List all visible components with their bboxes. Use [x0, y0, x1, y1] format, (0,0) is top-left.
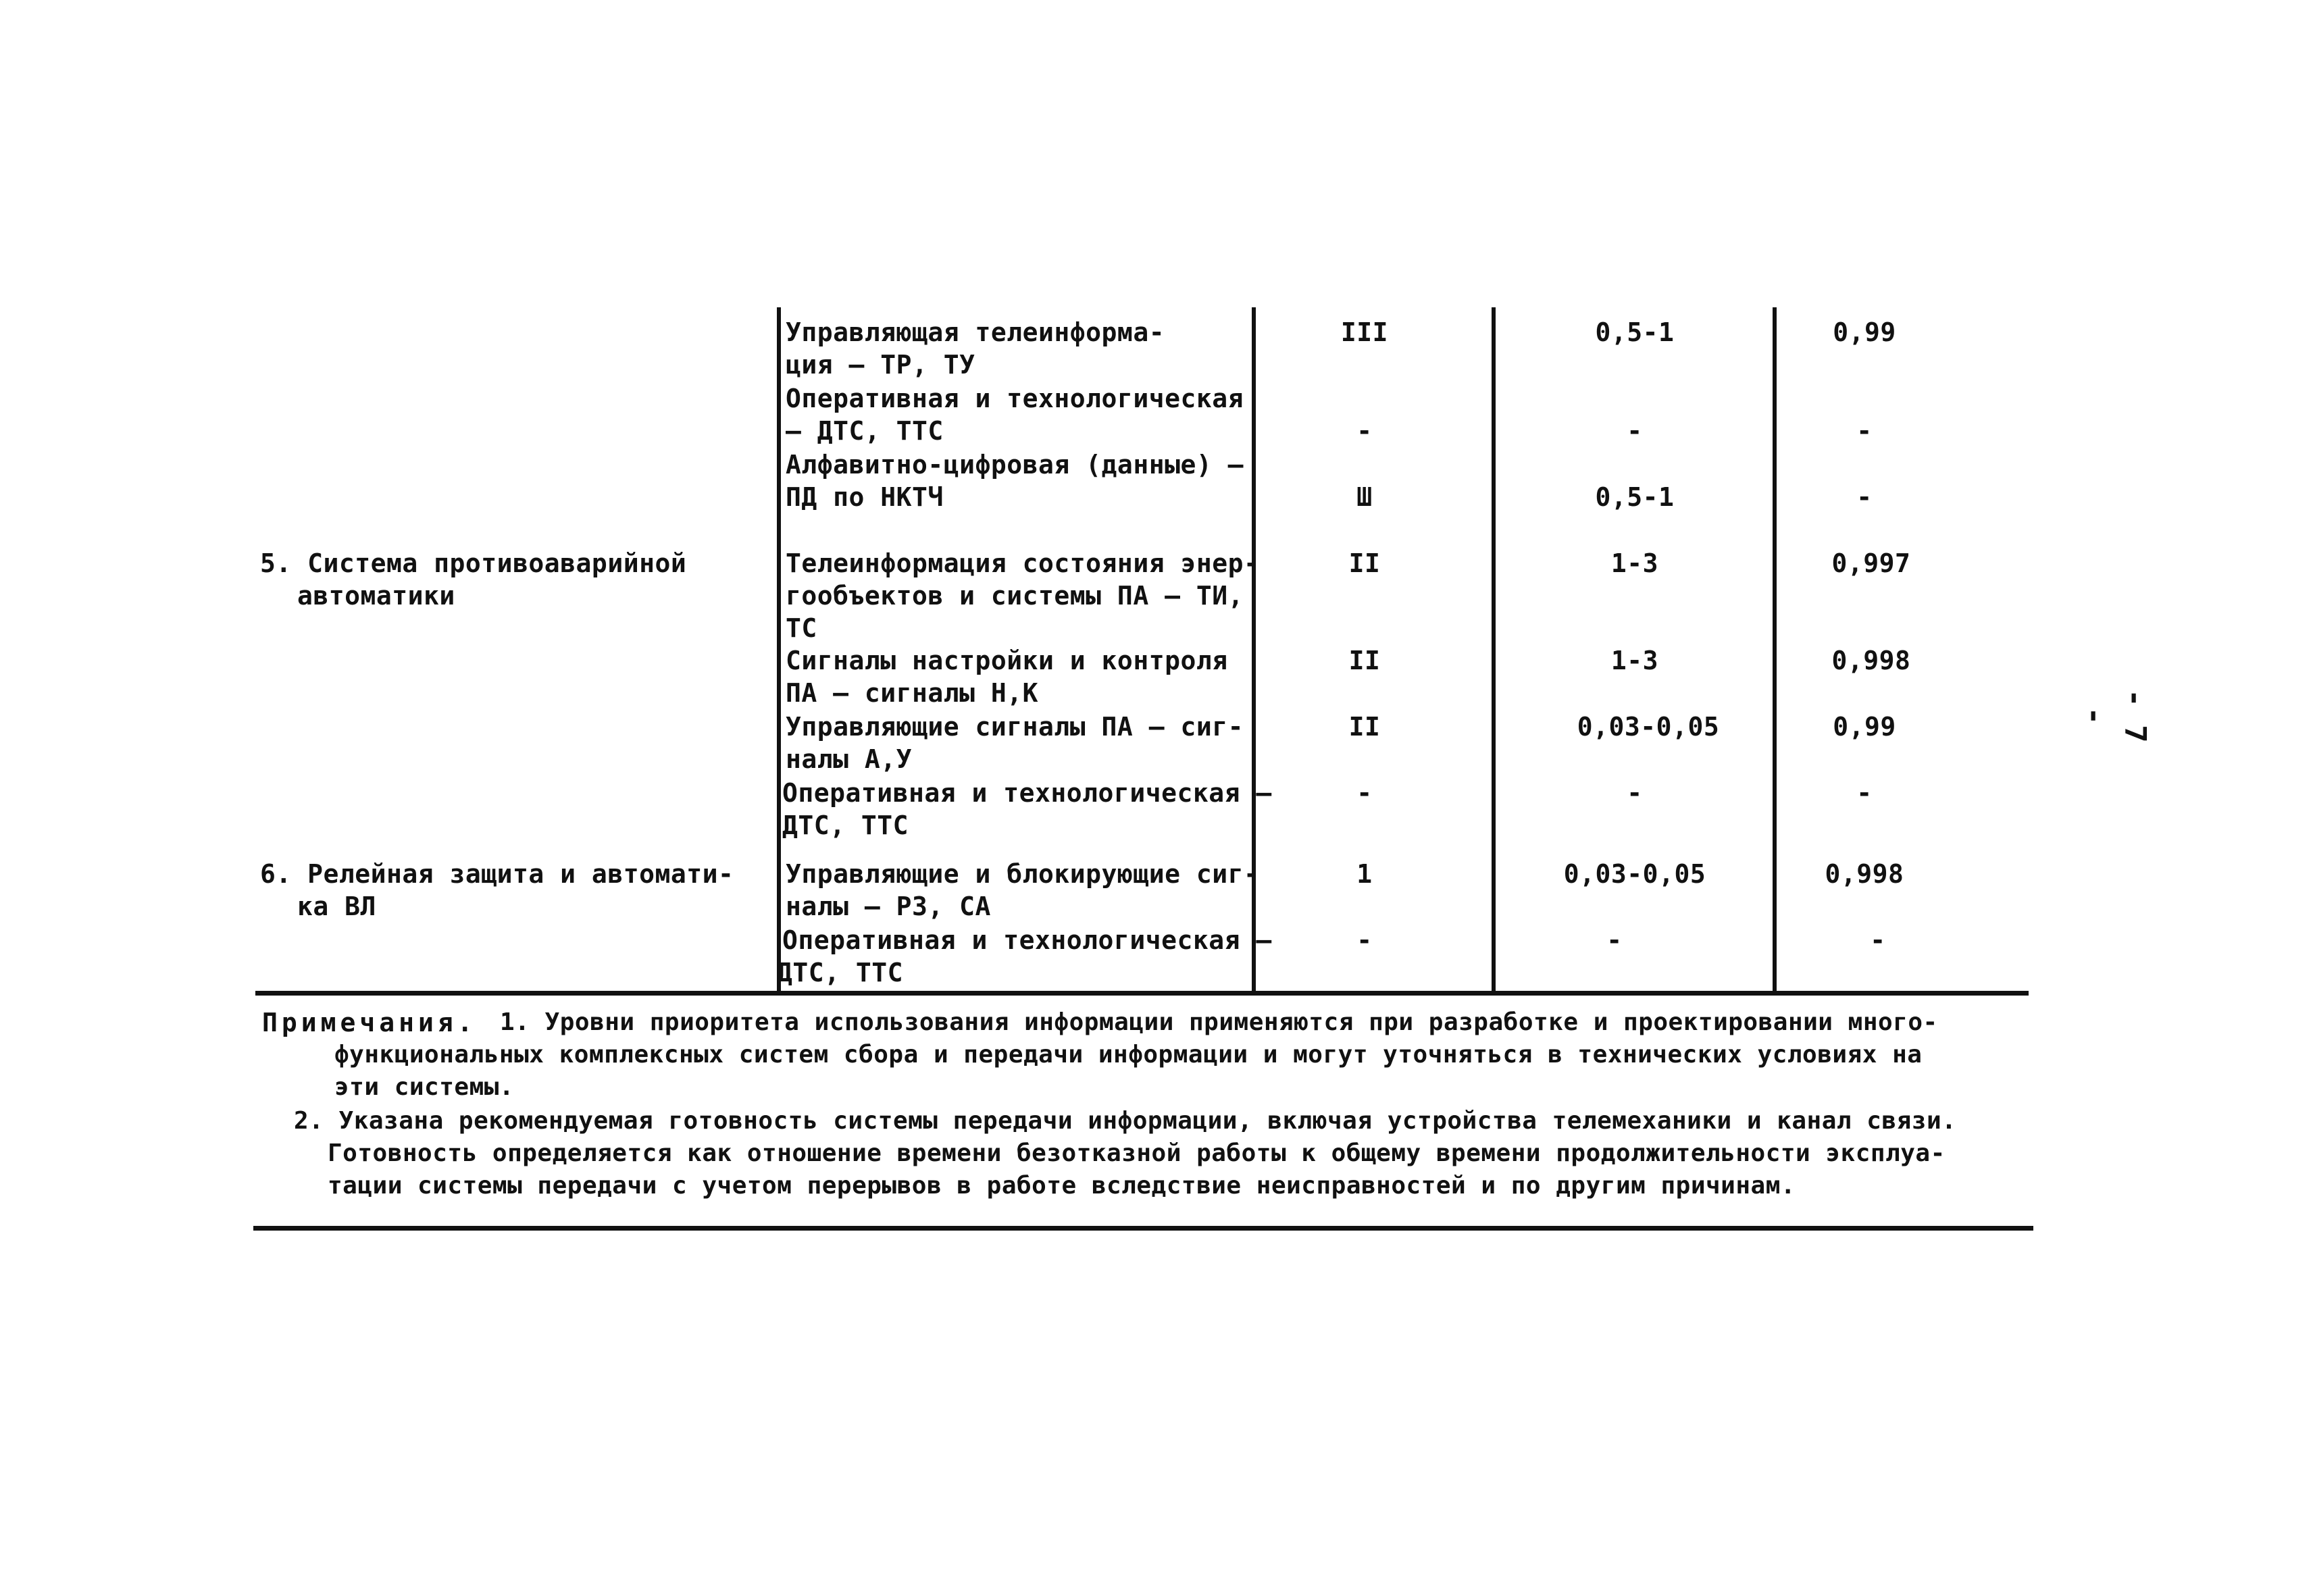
priority-cell: -	[1356, 416, 1373, 446]
table-rule-time-left	[1492, 307, 1496, 995]
system-cell: 5. Система противоаварийной	[260, 548, 687, 578]
page-number: - 7 -	[2077, 689, 2152, 743]
time-cell: 1-3	[1610, 646, 1659, 675]
info-cell: Сигналы настройки и контроля	[786, 646, 1228, 675]
info-cell: Управляющие и блокирующие сиг-	[786, 859, 1260, 889]
info-cell: Оперативная и технологическая	[786, 384, 1244, 413]
priority-cell: II	[1348, 646, 1381, 675]
time-cell: 0,03-0,05	[1577, 712, 1720, 742]
table-bottom-rule	[255, 991, 2029, 996]
priority-cell: 1	[1356, 859, 1373, 889]
time-cell: -	[1627, 778, 1643, 808]
system-cell: автоматики	[297, 581, 455, 611]
time-cell: 0,5-1	[1595, 482, 1675, 512]
info-cell: ПД по НКТЧ	[786, 482, 944, 512]
priority-cell: -	[1356, 925, 1373, 955]
readiness-cell: -	[1870, 925, 1886, 955]
priority-cell: Ш	[1356, 482, 1373, 512]
priority-cell: III	[1340, 317, 1389, 347]
note-1-line: 1. Уровни приоритета использования информации применяются при разработке и проектировании много-	[500, 1008, 1938, 1036]
info-cell: ция — ТР, ТУ	[786, 350, 975, 380]
table-rule-readiness-left	[1773, 307, 1777, 995]
info-cell: Оперативная и технологическая —	[782, 925, 1272, 955]
note-2-line: 2. Указана рекомендуемая готовность системы передачи информации, включая устройства телемеханики и канал связи.	[294, 1107, 1957, 1135]
info-cell: Оперативная и технологическая —	[782, 778, 1272, 808]
info-cell: ПА — сигналы Н,К	[786, 678, 1039, 708]
priority-cell: -	[1356, 778, 1373, 808]
info-cell: Управляющие сигналы ПА — сиг-	[786, 712, 1244, 742]
priority-cell: II	[1348, 712, 1381, 742]
note-1-line: эти системы.	[334, 1073, 515, 1101]
info-cell: гообъектов и системы ПА — ТИ,	[786, 581, 1244, 611]
time-cell: -	[1627, 416, 1643, 446]
table-rule-info-left	[777, 307, 781, 995]
notes-heading: Примечания.	[262, 1008, 477, 1037]
note-1-line: функциональных комплексных систем сбора и передачи информации и могут уточняться в технических условиях на	[334, 1041, 1923, 1069]
notes-bottom-rule	[253, 1226, 2033, 1231]
readiness-cell: 0,998	[1831, 646, 1911, 675]
info-cell: ТС	[786, 613, 817, 643]
info-cell: ДТС, ТТС	[782, 810, 909, 840]
time-cell: 1-3	[1610, 548, 1659, 578]
info-cell: Алфавитно-цифровая (данные) —	[786, 450, 1244, 480]
note-2-line: Готовность определяется как отношение времени безотказной работы к общему времени продолжительности эксплуа-	[328, 1139, 1946, 1167]
readiness-cell: -	[1856, 416, 1873, 446]
readiness-cell: 0,99	[1833, 712, 1896, 742]
readiness-cell: -	[1856, 482, 1873, 512]
time-cell: 0,5-1	[1595, 317, 1675, 347]
note-2-line: тации системы передачи с учетом перерывов в работе вследствие неисправностей и по другим причинам.	[328, 1172, 1796, 1200]
system-cell: ка ВЛ	[297, 892, 376, 921]
info-cell: налы А,У	[786, 744, 913, 774]
priority-cell: II	[1348, 548, 1381, 578]
info-cell: ДТС, ТТС	[777, 958, 904, 987]
time-cell: 0,03-0,05	[1563, 859, 1706, 889]
readiness-cell: 0,998	[1825, 859, 1904, 889]
table-rule-priority-left	[1252, 307, 1256, 995]
readiness-cell: 0,99	[1833, 317, 1896, 347]
info-cell: — ДТС, ТТС	[786, 416, 944, 446]
info-cell: налы — РЗ, СА	[786, 892, 991, 921]
system-cell: 6. Релейная защита и автомати-	[260, 859, 734, 889]
info-cell: Телеинформация состояния энер-	[786, 548, 1260, 578]
readiness-cell: 0,997	[1831, 548, 1911, 578]
readiness-cell: -	[1856, 778, 1873, 808]
time-cell: -	[1606, 925, 1623, 955]
info-cell: Управляющая телеинформа-	[786, 317, 1165, 347]
